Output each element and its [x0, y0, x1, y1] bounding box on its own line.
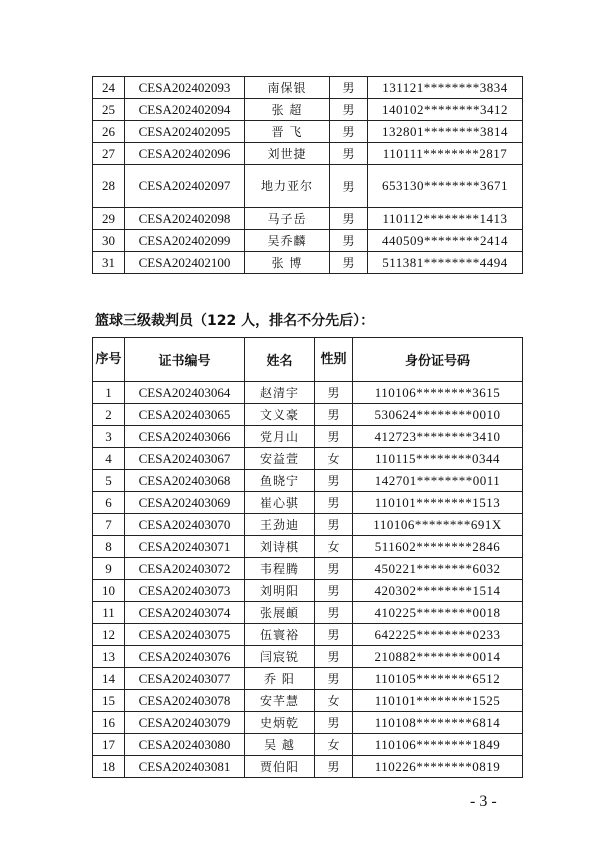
id-number-cell: 110115********0344 [353, 448, 523, 470]
name-cell: 晋 飞 [245, 121, 330, 143]
certificate-number-cell: CESA202403071 [125, 536, 245, 558]
table-row [93, 624, 523, 646]
sex-cell: 男 [330, 121, 368, 143]
certificate-number-cell: CESA202403064 [125, 382, 245, 404]
sex-cell: 男 [315, 624, 353, 646]
id-number-cell: 132801********3814 [368, 121, 523, 143]
id-number-cell: 110112********1413 [368, 208, 523, 230]
table-row [93, 165, 523, 208]
sex-cell: 男 [315, 426, 353, 448]
id-number-cell: 420302********1514 [353, 580, 523, 602]
name-cell: 南保银 [245, 77, 330, 99]
name-cell: 崔心骐 [245, 492, 315, 514]
id-number-cell: 142701********0011 [353, 470, 523, 492]
id-number-cell: 511602********2846 [353, 536, 523, 558]
name-cell: 刘明阳 [245, 580, 315, 602]
table-row [93, 382, 523, 404]
sex-cell: 男 [315, 404, 353, 426]
name-cell: 史炳乾 [245, 712, 315, 734]
id-number-cell: 642225********0233 [353, 624, 523, 646]
table-row [93, 448, 523, 470]
id-number-cell: 410225********0018 [353, 602, 523, 624]
sex-cell: 男 [330, 99, 368, 121]
certificate-number-cell: CESA202403079 [125, 712, 245, 734]
id-number-cell: 110226********0819 [353, 756, 523, 778]
id-number-cell: 110108********6814 [353, 712, 523, 734]
serial-number-cell: 2 [93, 404, 125, 426]
name-cell: 安益萱 [245, 448, 315, 470]
certificate-number-cell: CESA202403077 [125, 668, 245, 690]
name-cell: 吴乔麟 [245, 230, 330, 252]
certificate-number-cell: CESA202402100 [125, 252, 245, 274]
certificate-number-cell: CESA202403069 [125, 492, 245, 514]
name-cell: 安芊慧 [245, 690, 315, 712]
sex-cell: 女 [315, 690, 353, 712]
id-number-cell: 530624********0010 [353, 404, 523, 426]
certificate-number-cell: CESA202402095 [125, 121, 245, 143]
basketball-referee-table [92, 337, 523, 778]
sex-cell: 男 [315, 756, 353, 778]
referee-table-continued [92, 76, 523, 274]
serial-number-cell: 31 [93, 252, 125, 274]
header-certificate-number: 证书编号 [125, 338, 245, 382]
name-cell: 地力亚尔 [245, 165, 330, 208]
certificate-number-cell: CESA202403066 [125, 426, 245, 448]
certificate-number-cell: CESA202403075 [125, 624, 245, 646]
table-row [93, 580, 523, 602]
section-title: 篮球三级裁判员（122 人，排名不分先后）： [95, 313, 375, 329]
certificate-number-cell: CESA202402099 [125, 230, 245, 252]
name-cell: 刘世捷 [245, 143, 330, 165]
serial-number-cell: 4 [93, 448, 125, 470]
table-row [93, 492, 523, 514]
certificate-number-cell: CESA202402097 [125, 165, 245, 208]
sex-cell: 男 [315, 602, 353, 624]
serial-number-cell: 7 [93, 514, 125, 536]
sex-cell: 男 [315, 382, 353, 404]
sex-cell: 男 [315, 470, 353, 492]
header-id-number: 身份证号码 [353, 338, 523, 382]
certificate-number-cell: CESA202403070 [125, 514, 245, 536]
table-row [93, 404, 523, 426]
name-cell: 党月山 [245, 426, 315, 448]
id-number-cell: 110106********1849 [353, 734, 523, 756]
serial-number-cell: 12 [93, 624, 125, 646]
serial-number-cell: 11 [93, 602, 125, 624]
sex-cell: 女 [315, 536, 353, 558]
table-row [93, 536, 523, 558]
name-cell: 刘诗棋 [245, 536, 315, 558]
id-number-cell: 210882********0014 [353, 646, 523, 668]
name-cell: 鱼晓宁 [245, 470, 315, 492]
sex-cell: 男 [315, 514, 353, 536]
id-number-cell: 110106********691X [353, 514, 523, 536]
id-number-cell: 110101********1525 [353, 690, 523, 712]
serial-number-cell: 18 [93, 756, 125, 778]
id-number-cell: 110111********2817 [368, 143, 523, 165]
sex-cell: 男 [330, 208, 368, 230]
id-number-cell: 110101********1513 [353, 492, 523, 514]
table-row [93, 426, 523, 448]
id-number-cell: 450221********6032 [353, 558, 523, 580]
certificate-number-cell: CESA202403080 [125, 734, 245, 756]
sex-cell: 男 [315, 492, 353, 514]
sex-cell: 男 [315, 712, 353, 734]
certificate-number-cell: CESA202402096 [125, 143, 245, 165]
name-cell: 文义豪 [245, 404, 315, 426]
name-cell: 张 超 [245, 99, 330, 121]
serial-number-cell: 17 [93, 734, 125, 756]
sex-cell: 男 [315, 580, 353, 602]
serial-number-cell: 8 [93, 536, 125, 558]
certificate-number-cell: CESA202403076 [125, 646, 245, 668]
serial-number-cell: 15 [93, 690, 125, 712]
id-number-cell: 110106********3615 [353, 382, 523, 404]
certificate-number-cell: CESA202402098 [125, 208, 245, 230]
serial-number-cell: 5 [93, 470, 125, 492]
table-row [93, 143, 523, 165]
certificate-number-cell: CESA202403068 [125, 470, 245, 492]
serial-number-cell: 25 [93, 99, 125, 121]
table-row [93, 602, 523, 624]
name-cell: 吴 越 [245, 734, 315, 756]
certificate-number-cell: CESA202403073 [125, 580, 245, 602]
id-number-cell: 412723********3410 [353, 426, 523, 448]
table-row [93, 208, 523, 230]
id-number-cell: 110105********6512 [353, 668, 523, 690]
serial-number-cell: 16 [93, 712, 125, 734]
sex-cell: 男 [330, 77, 368, 99]
certificate-number-cell: CESA202403081 [125, 756, 245, 778]
table-row [93, 470, 523, 492]
serial-number-cell: 14 [93, 668, 125, 690]
certificate-number-cell: CESA202402094 [125, 99, 245, 121]
serial-number-cell: 9 [93, 558, 125, 580]
sex-cell: 男 [330, 165, 368, 208]
table-row [93, 668, 523, 690]
table-row [93, 77, 523, 99]
certificate-number-cell: CESA202403065 [125, 404, 245, 426]
certificate-number-cell: CESA202403078 [125, 690, 245, 712]
serial-number-cell: 26 [93, 121, 125, 143]
header-name: 姓名 [245, 338, 315, 382]
serial-number-cell: 6 [93, 492, 125, 514]
table-row [93, 690, 523, 712]
sex-cell: 男 [315, 558, 353, 580]
table-row [93, 712, 523, 734]
id-number-cell: 511381********4494 [368, 252, 523, 274]
certificate-number-cell: CESA202402093 [125, 77, 245, 99]
name-cell: 张 博 [245, 252, 330, 274]
sex-cell: 女 [315, 448, 353, 470]
serial-number-cell: 1 [93, 382, 125, 404]
serial-number-cell: 30 [93, 230, 125, 252]
table-row [93, 646, 523, 668]
name-cell: 乔 阳 [245, 668, 315, 690]
name-cell: 张展頔 [245, 602, 315, 624]
certificate-number-cell: CESA202403074 [125, 602, 245, 624]
serial-number-cell: 28 [93, 165, 125, 208]
sex-cell: 男 [315, 668, 353, 690]
table-row [93, 514, 523, 536]
sex-cell: 男 [330, 230, 368, 252]
header-sex: 性别 [315, 338, 353, 382]
name-cell: 贾伯阳 [245, 756, 315, 778]
id-number-cell: 653130********3671 [368, 165, 523, 208]
serial-number-cell: 24 [93, 77, 125, 99]
header-serial-number: 序号 [93, 338, 125, 382]
serial-number-cell: 27 [93, 143, 125, 165]
name-cell: 闫宸锐 [245, 646, 315, 668]
id-number-cell: 140102********3412 [368, 99, 523, 121]
table-row [93, 99, 523, 121]
serial-number-cell: 10 [93, 580, 125, 602]
certificate-number-cell: CESA202403067 [125, 448, 245, 470]
id-number-cell: 440509********2414 [368, 230, 523, 252]
table-row [93, 252, 523, 274]
sex-cell: 女 [315, 734, 353, 756]
sex-cell: 男 [330, 143, 368, 165]
name-cell: 韦程腾 [245, 558, 315, 580]
table-row [93, 121, 523, 143]
name-cell: 马子岳 [245, 208, 330, 230]
page-number: - 3 - [470, 793, 497, 810]
sex-cell: 男 [315, 646, 353, 668]
table-row [93, 756, 523, 778]
name-cell: 王劲迪 [245, 514, 315, 536]
id-number-cell: 131121********3834 [368, 77, 523, 99]
certificate-number-cell: CESA202403072 [125, 558, 245, 580]
name-cell: 伍寰裕 [245, 624, 315, 646]
serial-number-cell: 29 [93, 208, 125, 230]
name-cell: 赵清宇 [245, 382, 315, 404]
serial-number-cell: 3 [93, 426, 125, 448]
table-header-row [93, 338, 523, 382]
sex-cell: 男 [330, 252, 368, 274]
table-row [93, 230, 523, 252]
table-row [93, 558, 523, 580]
serial-number-cell: 13 [93, 646, 125, 668]
table-row [93, 734, 523, 756]
